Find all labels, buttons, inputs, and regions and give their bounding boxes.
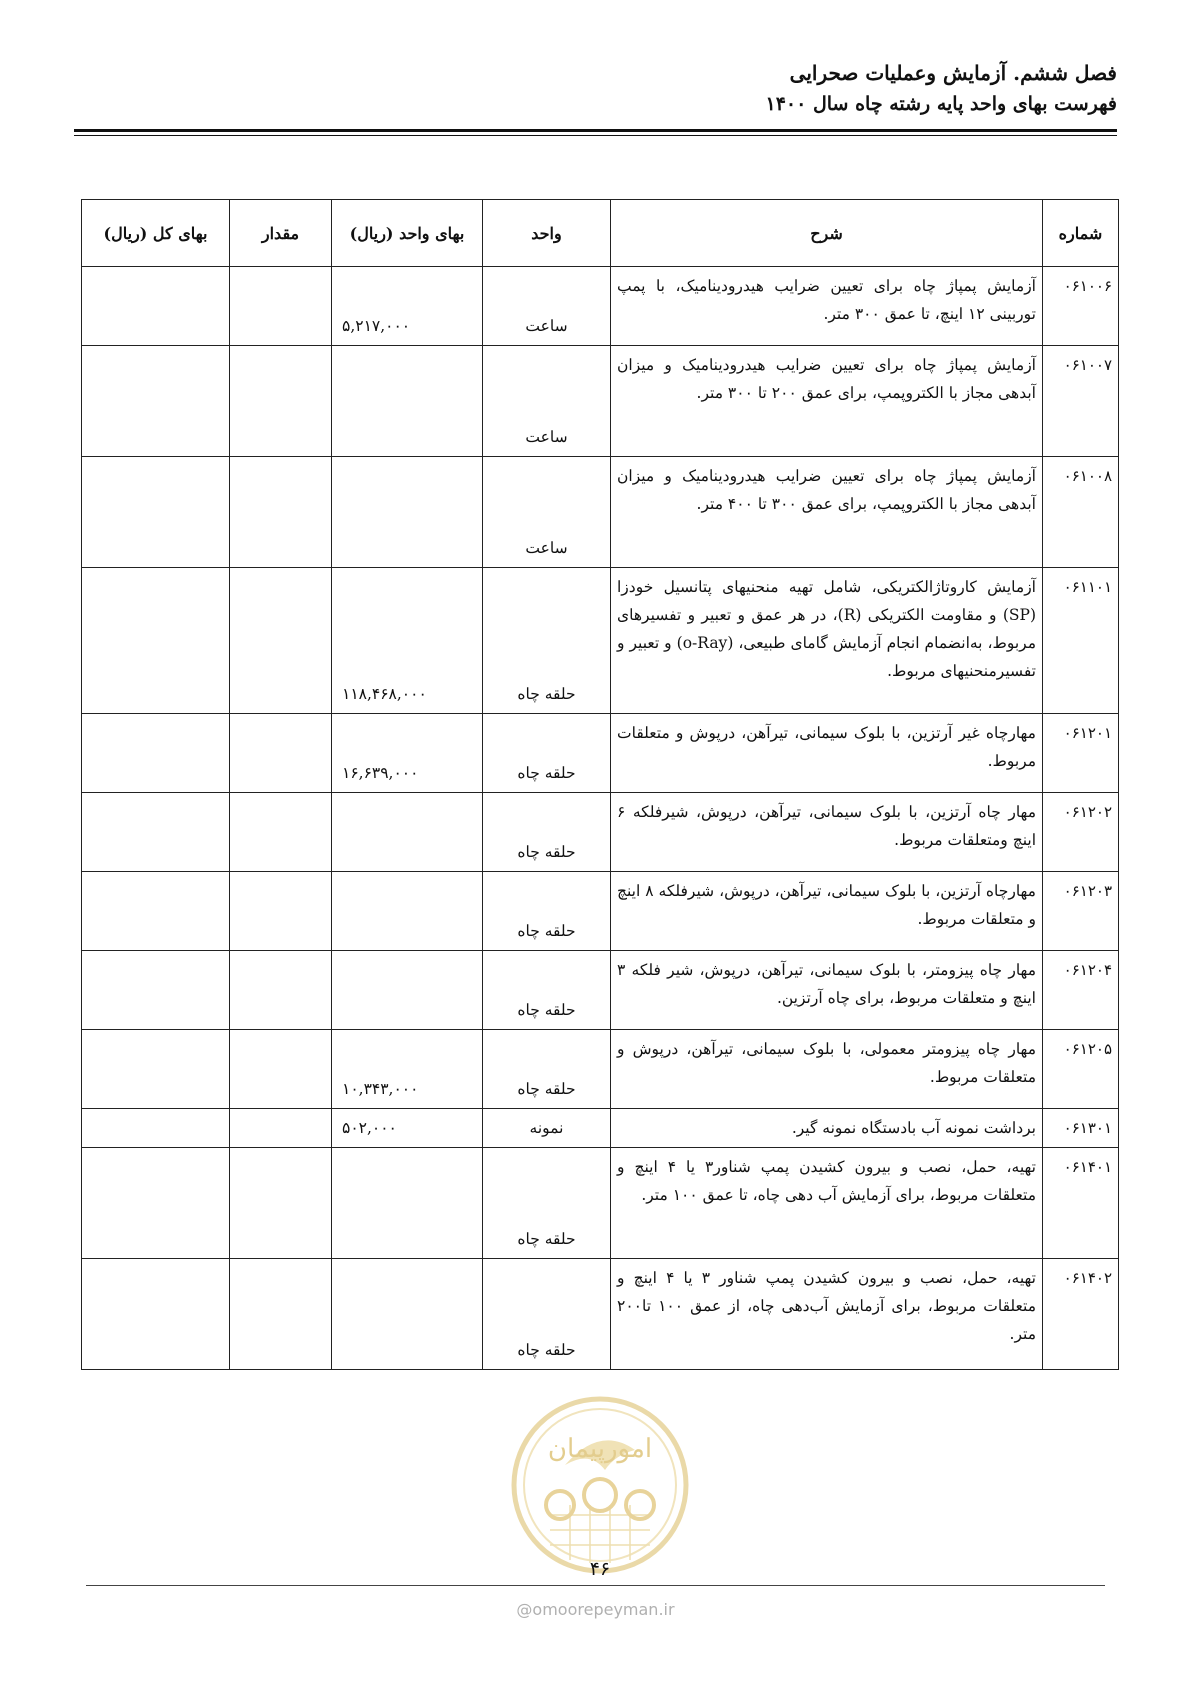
item-quantity (230, 714, 332, 793)
table-header-row (82, 200, 1119, 267)
item-code: ۰۶۱۴۰۲ (1043, 1259, 1119, 1370)
item-code: ۰۶۱۳۰۱ (1043, 1109, 1119, 1148)
item-description: تهیه، حمل، نصب و بیرون کشیدن پمپ شناور ۳ یا ۴ اینچ و متعلقات مربوط، برای آزمایش آب‌دهی چاه، از عمق ۱۰۰ تا۲۰۰ متر. (611, 1259, 1043, 1370)
table-row (82, 346, 1119, 457)
item-code: ۰۶۱۱۰۱ (1043, 568, 1119, 714)
item-description: آزمایش پمپاژ چاه برای تعیین ضرایب هیدرودینامیک و میزان آبدهی مجاز با الکتروپمپ، برای عمق ۳۰۰ تا ۴۰۰ متر. (611, 457, 1043, 568)
item-quantity (230, 1148, 332, 1259)
item-total-price (82, 714, 230, 793)
item-unit-price (332, 1259, 483, 1370)
item-unit: نمونه (483, 1109, 611, 1148)
item-description: مهار چاه پیزومتر معمولی، با بلوک سیمانی، تیرآهن، درپوش و متعلقات مربوط. (611, 1030, 1043, 1109)
item-description: مهار چاه پیزومتر، با بلوک سیمانی، تیرآهن، درپوش، شیر فلکه ۳ اینچ و متعلقات مربوط، برای چاه آرتزین. (611, 951, 1043, 1030)
item-code: ۰۶۱۲۰۵ (1043, 1030, 1119, 1109)
item-unit-price (332, 951, 483, 1030)
item-unit: ساعت (483, 457, 611, 568)
table-row (82, 1030, 1119, 1109)
item-description: آزمایش پمپاژ چاه برای تعیین ضرایب هیدرودینامیک و میزان آبدهی مجاز با الکتروپمپ، برای عمق ۲۰۰ تا ۳۰۰ متر. (611, 346, 1043, 457)
table-row (82, 568, 1119, 714)
item-unit: حلقه چاه (483, 568, 611, 714)
item-quantity (230, 568, 332, 714)
svg-text:امورپیمان: امورپیمان (547, 1434, 653, 1464)
item-code: ۰۶۱۴۰۱ (1043, 1148, 1119, 1259)
item-code: ۰۶۱۲۰۲ (1043, 793, 1119, 872)
item-description: تهیه، حمل، نصب و بیرون کشیدن پمپ شناور۳ یا ۴ اینچ و متعلقات مربوط، برای آزمایش آب دهی چاه، تا عمق ۱۰۰ متر. (611, 1148, 1043, 1259)
item-unit: حلقه چاه (483, 951, 611, 1030)
item-unit-price: ۱۶,۶۳۹,۰۰۰ (332, 714, 483, 793)
item-total-price (82, 1148, 230, 1259)
header-rule-thin (74, 135, 1117, 136)
table-row (82, 1109, 1119, 1148)
item-code: ۰۶۱۲۰۳ (1043, 872, 1119, 951)
item-total-price (82, 1030, 230, 1109)
item-unit-price (332, 1148, 483, 1259)
col-header-unit: واحد (483, 200, 611, 267)
col-header-description: شرح (611, 200, 1043, 267)
item-unit: حلقه چاه (483, 1030, 611, 1109)
item-description: آزمایش کاروتاژالکتریکی، شامل تهیه منحنیهای پتانسیل خودزا (SP) و مقاومت الکتریکی (R)، در هر عمق و تعبیر و تفسیرهای مربوط، به‌انضمام انجام آزمایش گامای طبیعی، (o-Ray) و تعبیر و تفسیرمنحنیهای مربوط. (611, 568, 1043, 714)
item-unit-price: ۵۰۲,۰۰۰ (332, 1109, 483, 1148)
item-quantity (230, 951, 332, 1030)
item-total-price (82, 1109, 230, 1148)
footer-rule (86, 1585, 1105, 1586)
item-unit: حلقه چاه (483, 793, 611, 872)
item-code: ۰۶۱۰۰۶ (1043, 267, 1119, 346)
item-unit: ساعت (483, 267, 611, 346)
item-code: ۰۶۱۲۰۴ (1043, 951, 1119, 1030)
item-total-price (82, 793, 230, 872)
item-total-price (82, 951, 230, 1030)
col-header-unit-price: بهای واحد (ریال) (332, 200, 483, 267)
table-row (82, 714, 1119, 793)
item-description: برداشت نمونه آب بادستگاه نمونه گیر. (611, 1109, 1043, 1148)
table-row (82, 267, 1119, 346)
item-unit: حلقه چاه (483, 872, 611, 951)
page-number: ۴۶ (589, 1558, 611, 1580)
item-total-price (82, 1259, 230, 1370)
item-description: مهارچاه غیر آرتزین، با بلوک سیمانی، تیرآهن، درپوش و متعلقات مربوط. (611, 714, 1043, 793)
item-quantity (230, 793, 332, 872)
item-quantity (230, 267, 332, 346)
table-row (82, 1148, 1119, 1259)
item-code: ۰۶۱۰۰۸ (1043, 457, 1119, 568)
item-quantity (230, 1109, 332, 1148)
item-unit-price: ۵,۲۱۷,۰۰۰ (332, 267, 483, 346)
item-total-price (82, 872, 230, 951)
table-row (82, 1259, 1119, 1370)
header-rule-thick (74, 129, 1117, 132)
col-header-code: شماره (1043, 200, 1119, 267)
item-unit: حلقه چاه (483, 714, 611, 793)
col-header-total-price: بهای کل (ریال) (82, 200, 230, 267)
item-description: آزمایش پمپاژ چاه برای تعیین ضرایب هیدرودینامیک، با پمپ توربینی ۱۲ اینچ، تا عمق ۳۰۰ متر. (611, 267, 1043, 346)
item-unit-price: ۱۱۸,۴۶۸,۰۰۰ (332, 568, 483, 714)
item-unit: حلقه چاه (483, 1148, 611, 1259)
item-unit-price (332, 457, 483, 568)
item-total-price (82, 267, 230, 346)
item-quantity (230, 1259, 332, 1370)
item-unit-price (332, 793, 483, 872)
chapter-title: فصل ششم. آزمایش وعملیات صحرایی (789, 61, 1117, 85)
item-quantity (230, 1030, 332, 1109)
item-code: ۰۶۱۰۰۷ (1043, 346, 1119, 457)
item-unit-price (332, 872, 483, 951)
document-subtitle: فهرست بهای واحد پایه رشته چاه سال ۱۴۰۰ (765, 93, 1117, 115)
item-total-price (82, 346, 230, 457)
item-quantity (230, 872, 332, 951)
item-description: مهار چاه آرتزین، با بلوک سیمانی، تیرآهن، درپوش، شیرفلکه ۶ اینچ ومتعلقات مربوط. (611, 793, 1043, 872)
footer-watermark-url: @omoorepeyman.ir (516, 1600, 675, 1619)
item-unit-price: ۱۰,۳۴۳,۰۰۰ (332, 1030, 483, 1109)
item-unit: حلقه چاه (483, 1259, 611, 1370)
item-quantity (230, 346, 332, 457)
col-header-quantity: مقدار (230, 200, 332, 267)
item-total-price (82, 457, 230, 568)
item-total-price (82, 568, 230, 714)
item-quantity (230, 457, 332, 568)
table-row (82, 872, 1119, 951)
watermark-seal-logo (510, 1395, 690, 1575)
page-header (766, 58, 1117, 120)
item-description: مهارچاه آرتزین، با بلوک سیمانی، تیرآهن، درپوش، شیرفلکه ۸ اینچ و متعلقات مربوط. (611, 872, 1043, 951)
item-unit: ساعت (483, 346, 611, 457)
item-unit-price (332, 346, 483, 457)
table-row (82, 793, 1119, 872)
price-list-table (81, 199, 1119, 1370)
table-row (82, 457, 1119, 568)
item-code: ۰۶۱۲۰۱ (1043, 714, 1119, 793)
table-row (82, 951, 1119, 1030)
